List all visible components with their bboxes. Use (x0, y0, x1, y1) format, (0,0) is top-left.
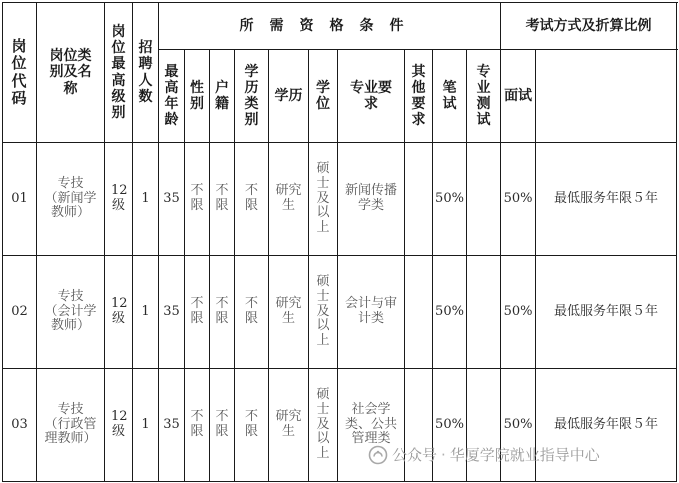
header-degree: 学位 (309, 50, 338, 143)
header-category-name: 岗位类别及名称 (37, 3, 105, 143)
row-major: 会计与审计类 (338, 256, 405, 369)
row-degree: 硕士及以上 (309, 256, 338, 369)
watermark-account: 华厦学院就业指导中心 (449, 446, 600, 464)
row-professional-test (467, 256, 501, 369)
header-gender: 性别 (185, 50, 210, 143)
header-code: 岗位代码 (3, 3, 37, 143)
header-max-grade: 岗位最高级别 (105, 3, 133, 143)
row-category: 专技 (57, 175, 84, 191)
header-count: 招聘人数 (133, 3, 159, 143)
row-code: 01 (3, 143, 37, 256)
row-category-name (37, 256, 105, 369)
row-gender: 不限 (185, 256, 210, 369)
header-row-1 (3, 3, 677, 50)
row-education: 研究生 (269, 143, 309, 256)
row-other (405, 143, 433, 256)
header-qualifications: 所需资格条件 (159, 3, 501, 50)
header-written: 笔试 (433, 50, 467, 143)
row-household: 不限 (210, 256, 235, 369)
row-other (405, 256, 433, 369)
row-name: （行政管理教师） (44, 416, 97, 447)
wechat-official-account-icon (368, 445, 388, 465)
row-edu-type: 不限 (235, 369, 269, 482)
row-name: （新闻学教师） (44, 190, 97, 221)
row-interview: 50% (501, 143, 536, 256)
row-category-name (37, 369, 105, 482)
header-interview: 面试 (501, 50, 536, 143)
row-written: 50% (433, 369, 467, 482)
watermark-platform: 公众号 (392, 446, 438, 464)
row-count: 1 (133, 369, 159, 482)
row-category: 专技 (57, 401, 84, 417)
row-degree: 硕士及以上 (309, 369, 338, 482)
row-written: 50% (433, 143, 467, 256)
table-row (3, 143, 677, 256)
header-edu-type: 学历类别 (235, 50, 269, 143)
row-education: 研究生 (269, 256, 309, 369)
row-edu-type: 不限 (235, 143, 269, 256)
row-code: 02 (3, 256, 37, 369)
row-notes: 最低服务年限５年 (536, 369, 677, 482)
row-household: 不限 (210, 143, 235, 256)
header-max-age: 最高年龄 (159, 50, 185, 143)
row-gender: 不限 (185, 369, 210, 482)
row-written: 50% (433, 256, 467, 369)
row-professional-test (467, 143, 501, 256)
row-degree: 硕士及以上 (309, 143, 338, 256)
row-interview: 50% (501, 256, 536, 369)
row-interview: 50% (501, 369, 536, 482)
row-edu-type: 不限 (235, 256, 269, 369)
row-count: 1 (133, 143, 159, 256)
row-notes: 最低服务年限５年 (536, 256, 677, 369)
row-category-name (37, 143, 105, 256)
recruitment-table (2, 2, 677, 482)
header-professional-test: 专业测试 (467, 50, 501, 143)
watermark-separator: · (441, 445, 446, 464)
row-household: 不限 (210, 369, 235, 482)
row-age: 35 (159, 143, 185, 256)
row-code: 03 (3, 369, 37, 482)
row-major: 社会学类、公共管理类 (338, 369, 405, 482)
header-education: 学历 (269, 50, 309, 143)
row-grade: 12级 (105, 256, 133, 369)
header-exam-group: 考试方式及折算比例 (501, 3, 677, 50)
row-grade: 12级 (105, 369, 133, 482)
table-row (3, 256, 677, 369)
row-gender: 不限 (185, 143, 210, 256)
row-notes: 最低服务年限５年 (536, 143, 677, 256)
row-age: 35 (159, 369, 185, 482)
row-category: 专技 (57, 288, 84, 304)
row-count: 1 (133, 256, 159, 369)
row-age: 35 (159, 256, 185, 369)
header-other: 其他要求 (405, 50, 433, 143)
row-major: 新闻传播学类 (338, 143, 405, 256)
row-education: 研究生 (269, 369, 309, 482)
header-household: 户籍 (210, 50, 235, 143)
header-major: 专业要求 (338, 50, 405, 143)
row-grade: 12级 (105, 143, 133, 256)
watermark (368, 444, 600, 465)
row-name: （会计学教师） (44, 303, 97, 334)
